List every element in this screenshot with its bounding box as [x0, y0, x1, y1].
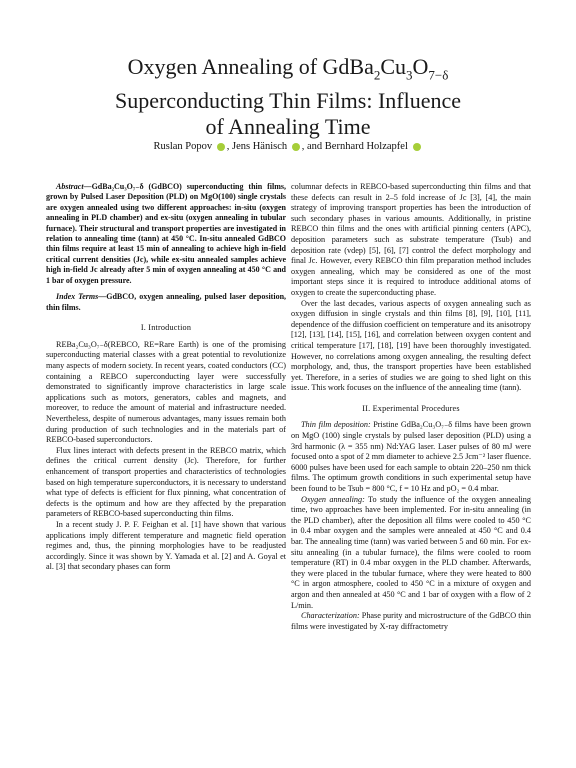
- author-name: , and Bernhard Holzapfel: [301, 141, 408, 152]
- title-sub: 2: [373, 67, 381, 83]
- orcid-icon[interactable]: [217, 143, 225, 151]
- index-terms-text: GdBCO, oxygen annealing, pulsed laser deposition, thin films.: [46, 292, 287, 312]
- paragraph: columnar defects in REBCO-based superconducting thin films and that these defects can result in 2–5 fold increase of Jc [3], [4], the main strategy of improving transport properties has been the introduction of such secondary phases in various amounts. Additionally, in pristine REBCO thin films and the ones with artificial pinning centers (APC), deposition parameters such as substrate temperature (Tsub) and deposition rate (vdep) [5], [6], [7] control the defect morphology and final Jc. However, every REBCO thin film preparation method includes oxygen annealing, which may be considered as one of the most important steps since it is required to introduce additional atoms of oxygen to create the superconducting phase.: [291, 182, 531, 297]
- left-column: [46, 182, 286, 573]
- title-part: Cu: [380, 54, 407, 79]
- paragraph: In a recent study J. P. F. Feighan et al. [1] have shown that various applications imply different temperature and magnetic field operation regimes and, thus, the pinning morphologies have to be readjusted accordingly. Since it was shown by Y. Yamada et al. [2] and A. Goyal et al. [3] that secondary phases can form: [46, 519, 286, 572]
- paragraph: [291, 495, 531, 612]
- paragraph-text: Phase purity and microstructure of the GdBCO thin films were investigated by X-ray diffractometry: [291, 611, 531, 631]
- title-part: O: [412, 54, 429, 79]
- section-heading: I. Introduction: [140, 323, 192, 333]
- paragraph: [291, 611, 531, 632]
- paragraph-text: Pristine GdBa₂Cu₃O₇₋δ films have been grown on MgO (100) single crystals by pulsed laser deposition (PLD) using a 3rd harmonic (λ = 355 nm) Nd:YAG laser. Laser pulses of 80 mJ were focused onto a spot of 2 mm diameter to achieve 2.5 Jcm⁻² laser fluence. 6000 pulses have been used for each sample to obtain 220–250 nm thick films. The optimum growth conditions in such experimental setup have been found to be Tsub = 800 °C, f = 10 Hz and pO₂ = 0.4 mbar.: [291, 420, 532, 494]
- paragraph: REBa₂Cu₃O₇₋δ(REBCO, RE=Rare Earth) is one of the promising superconducting material classes with a great potential to revolutionize many aspects of modern society. In recent years, coated conductors (CC) containing a REBCO superconducting layer were successfully demonstrated to significantly improve characteristics in large scale applications such as motors, generators, cables and magnets, and moreover, to reduce the amount of material and infrastructure needed. Nevertheless, despite of numerous advantages, many issues remain both during production of such technologies and in the materials part of REBCO-based superconductors.: [46, 339, 286, 445]
- orcid-icon[interactable]: [413, 143, 421, 151]
- index-terms: [46, 292, 286, 313]
- title-part: Oxygen Annealing of GdBa: [127, 54, 374, 79]
- right-column: [291, 182, 531, 632]
- section-heading: II. Experimental Procedures: [362, 403, 460, 413]
- title-sub: 3: [406, 67, 413, 83]
- title-sub: 7−δ: [428, 67, 449, 83]
- author-name: , Jens Hänisch: [226, 141, 288, 152]
- abstract: [46, 182, 286, 286]
- paragraph-heading: Thin film deposition:: [301, 420, 371, 430]
- title-line-2: Superconducting Thin Films: Influence: [114, 88, 462, 114]
- paper-title: [40, 54, 536, 140]
- paragraph-heading: Characterization:: [301, 611, 360, 621]
- index-terms-label: Index Terms—: [56, 292, 107, 302]
- title-line-3: of Annealing Time: [205, 114, 371, 140]
- orcid-icon[interactable]: [292, 143, 300, 151]
- abstract-label: Abstract—: [56, 182, 92, 191]
- author-name: Ruslan Popov: [153, 141, 213, 152]
- paragraph-text: To study the influence of the oxygen annealing time, two approaches have been implemented. For in-situ annealing (in the PLD chamber), after the deposition all films were cooled to 450 °C in 0.4 mbar oxygen and the samples were annealed at 450 °C and 0.4 bar. The annealing time (tann) was varied between 5 and 60 min. For ex-situ annealing (in a tubular furnace), the films were cooled to room temperature (RT) in 0.4 mbar oxygen in the PLD chamber. Afterwards, they were placed in the tubular furnace, where they were heated to 800 °C in argon atmosphere, cooled to 450 °C in a mixture of oxygen and argon and then annealed at 450 °C and 1 bar of oxygen with a flow of 2 L/min.: [291, 494, 531, 610]
- paragraph: Over the last decades, various aspects of oxygen annealing such as oxygen diffusion in single crystals and thin films [8], [9], [10], [11], dependence of the diffusion coefficient on temperature and its anisotropy [12], [13], [14], [15], [16], and correlation between oxygen content and critical temperature [17], [18], [19] have been thoroughly investigated. However, no correlations among oxygen annealing, the resulting defect morphology, and, thus, the transport properties have been established yet. Therefore, in a series of studies we are going to shed light on this issue. This work focuses on the influence of the annealing time (tann).: [291, 298, 531, 393]
- paragraph: Flux lines interact with defects present in the REBCO matrix, which defines the critical current density (Jc). Therefore, for further enhancement of transport properties and characteristics of technologies based on high temperature superconductors, it is necessary to understand what type of defects is efficient for flux pinning, what concentration of defects is the optimum and how are they affected by the preparation parameters of REBCO-based superconducting thin films.: [46, 445, 286, 519]
- abstract-text: GdBa₂Cu₃O₇₋δ (GdBCO) superconducting thin films, grown by Pulsed Laser Deposition (PLD) on MgO(100) single crystals are oxygen annealed using two different approaches: in-situ (oxygen annealing in PLD chamber) and ex-situ (oxygen annealing in tubular furnace). Their structural and transport properties are investigated in relation to annealing time (tann) at 450 °C. In-situ annealed GdBCO thin films require at least 15 min of annealing to achieve high in-field critical current densities (Jc), while ex-situ annealed samples achieve high in-field Jc already after 5 min of oxygen annealing at 450 °C and 1 bar of oxygen pressure.: [46, 182, 286, 285]
- paragraph-heading: Oxygen annealing:: [301, 494, 365, 504]
- paragraph: [291, 420, 531, 494]
- author-list: [40, 141, 536, 152]
